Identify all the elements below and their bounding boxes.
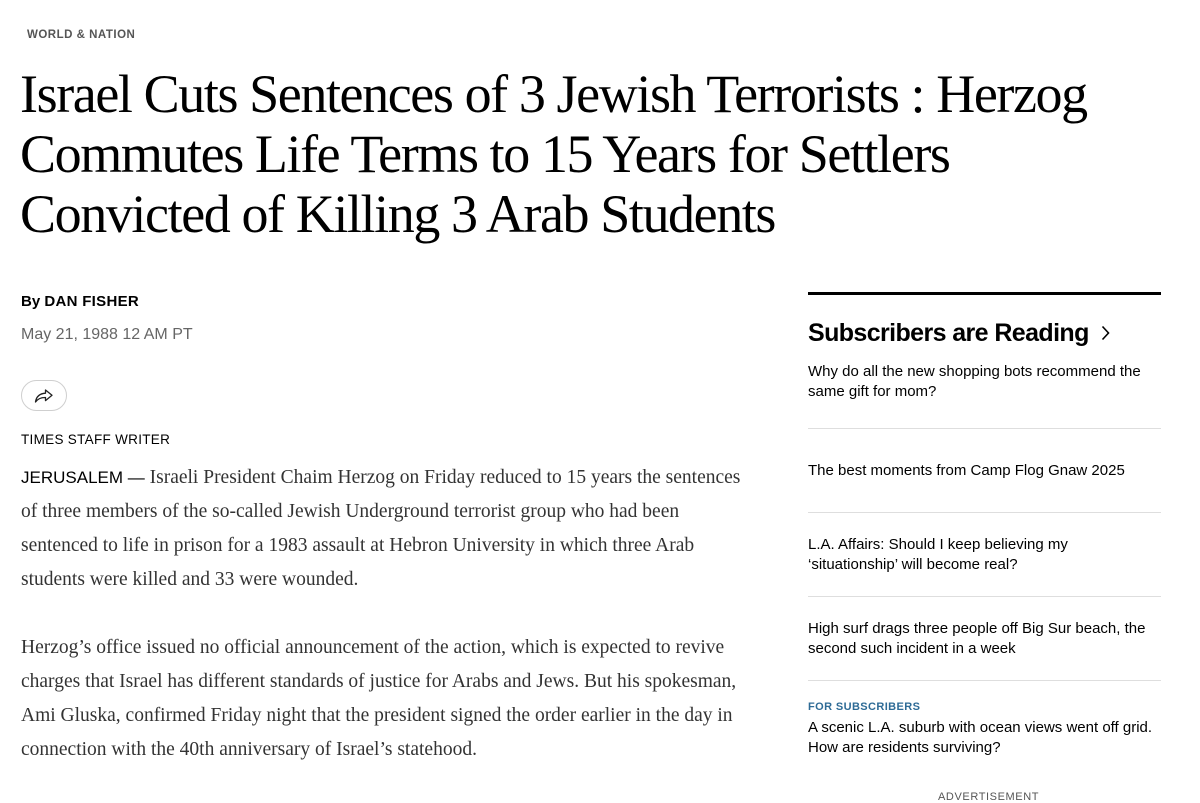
sidebar-item[interactable] — [808, 359, 1161, 429]
sidebar-item-link[interactable]: The best moments from Camp Flog Gnaw 2025 — [808, 461, 1125, 479]
sidebar-item[interactable] — [808, 597, 1161, 681]
publish-date: May 21, 1988 12 AM PT — [21, 326, 193, 343]
subscribers-reading-module — [808, 292, 1161, 765]
sidebar-item-link[interactable]: Why do all the new shopping bots recommend the same gift for mom? — [808, 363, 1141, 400]
article-paragraph: Herzog’s office issued no official announcement of the action, which is expected to revive charges that Israel has different standards of justice for Arabs and Jews. But his spokesman, Ami Gluska, confirmed Friday night that the president signed the order earlier in the day in connection with the 40th anniversary of Israel’s statehood. — [21, 637, 737, 760]
sidebar-title-text: Subscribers are Reading — [808, 318, 1089, 347]
article-paragraph — [21, 461, 751, 597]
byline-prefix: By — [21, 293, 41, 310]
subscribers-reading-title[interactable] — [808, 315, 1161, 351]
for-subscribers-badge: FOR SUBSCRIBERS — [808, 701, 921, 713]
paragraph-text: Israeli President Chaim Herzog on Friday reduced to 15 years the sentences of three members of the so-called Jewish Underground terrorist group who had been sentenced to life in prison for a 1983 assault at Hebron University in which three Arab students were killed and 33 were wounded. — [21, 467, 741, 590]
chevron-right-icon — [1101, 325, 1110, 341]
article-body — [21, 461, 751, 801]
section-label[interactable]: WORLD & NATION — [27, 29, 136, 41]
sidebar-item-link[interactable]: A scenic L.A. suburb with ocean views went off grid. How are residents surviving? — [808, 719, 1153, 756]
sidebar-item[interactable] — [808, 429, 1161, 513]
sidebar-list — [808, 359, 1161, 765]
byline — [21, 293, 139, 310]
dateline-place: JERUSALEM — — [21, 468, 145, 487]
sidebar-item-link[interactable]: L.A. Affairs: Should I keep believing my ‘situationship’ will become real? — [808, 535, 1068, 573]
advertisement-label: ADVERTISEMENT — [938, 791, 1040, 803]
staff-writer-label: TIMES STAFF WRITER — [21, 432, 171, 447]
sidebar-item-link[interactable]: High surf drags three people off Big Sur beach, the second such incident in a week — [808, 619, 1146, 657]
sidebar-item[interactable] — [808, 513, 1161, 597]
article-headline: Israel Cuts Sentences of 3 Jewish Terrorists : Herzog Commutes Life Terms to 15 Years for Settlers Convicted of Killing 3 Arab Students — [20, 64, 1087, 244]
share-arrow-icon — [34, 389, 54, 403]
author-link[interactable]: DAN FISHER — [44, 293, 140, 310]
share-button[interactable] — [21, 380, 67, 411]
sidebar-item[interactable] — [808, 681, 1161, 765]
